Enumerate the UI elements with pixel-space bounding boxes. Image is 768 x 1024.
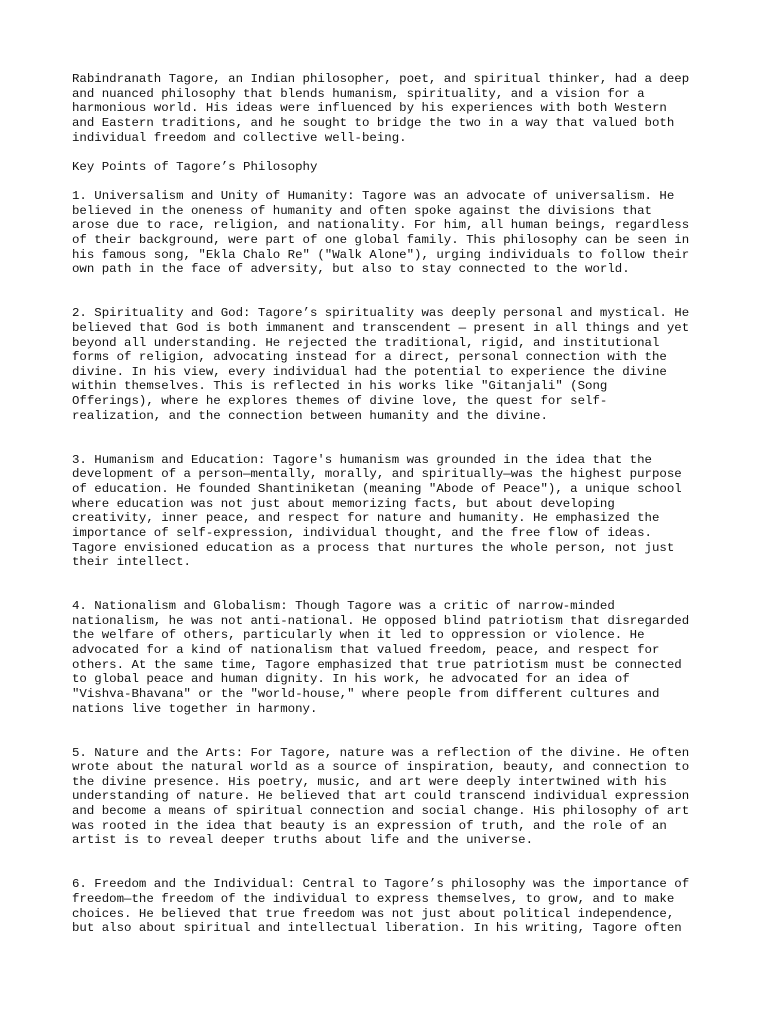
text-line: nationalism, he was not anti-national. He opposed blind patriotism that disregarded xyxy=(72,613,690,628)
text-line: his famous song, "Ekla Chalo Re" ("Walk Alone"), urging individuals to follow their xyxy=(72,247,690,262)
text-line: advocated for a kind of nationalism that valued freedom, peace, and respect for xyxy=(72,643,660,658)
point-4-paragraph xyxy=(72,599,712,716)
point-6-paragraph xyxy=(72,877,712,936)
section-heading: Key Points of Tagore’s Philosophy xyxy=(72,159,318,174)
text-line: development of a person—mentally, morally, and spiritually—was the highest purpose xyxy=(72,467,682,482)
text-line: beyond all understanding. He rejected the traditional, rigid, and institutional xyxy=(72,335,660,350)
text-line: Rabindranath Tagore, an Indian philosopher, poet, and spiritual thinker, had a deep xyxy=(72,72,690,86)
text-line: Offerings), where he explores themes of divine love, the quest for self- xyxy=(72,394,608,409)
text-line: 2. Spirituality and God: Tagore’s spirituality was deeply personal and mystical. He xyxy=(72,306,690,321)
text-line: of their background, were part of one global family. This philosophy can be seen in xyxy=(72,233,690,248)
text-line: Tagore envisioned education as a process that nurtures the whole person, not just xyxy=(72,540,675,555)
text-line: believed in the oneness of humanity and often spoke against the divisions that xyxy=(72,203,652,218)
text-line: the divine presence. His poetry, music, and art were deeply intertwined with his xyxy=(72,774,667,789)
text-line: where education was not just about memorizing facts, but about developing xyxy=(72,496,615,511)
point-5-paragraph xyxy=(72,746,712,848)
intro-paragraph xyxy=(72,72,712,145)
point-1-paragraph xyxy=(72,189,712,277)
text-line: divine. In his view, every individual had the potential to experience the divine xyxy=(72,364,667,379)
text-line: "Vishva-Bhavana" or the "world-house," where people from different cultures and xyxy=(72,686,660,701)
point-2-paragraph xyxy=(72,306,712,423)
text-line: but also about spiritual and intellectual liberation. In his writing, Tagore often xyxy=(72,921,682,936)
text-line: nations live together in harmony. xyxy=(72,701,318,716)
text-line: 1. Universalism and Unity of Humanity: Tagore was an advocate of universalism. He xyxy=(72,189,675,204)
text-line: realization, and the connection between humanity and the divine. xyxy=(72,408,548,423)
text-line: 3. Humanism and Education: Tagore's humanism was grounded in the idea that the xyxy=(72,452,652,467)
document-page xyxy=(72,72,712,936)
text-line: within themselves. This is reflected in his works like "Gitanjali" (Song xyxy=(72,379,608,394)
text-line: individual freedom and collective well-being. xyxy=(72,130,407,145)
text-line: importance of self-expression, individual thought, and the free flow of ideas. xyxy=(72,525,652,540)
text-line: understanding of nature. He believed that art could transcend individual expression xyxy=(72,789,690,804)
text-line: wrote about the natural world as a source of inspiration, beauty, and connection to xyxy=(72,760,690,775)
text-line: own path in the face of adversity, but also to stay connected to the world. xyxy=(72,262,630,277)
text-line: artist is to reveal deeper truths about life and the universe. xyxy=(72,833,534,848)
text-line: arose due to race, religion, and nationality. For him, all human beings, regardless xyxy=(72,218,690,233)
text-line: to global peace and human dignity. In his work, he advocated for an idea of xyxy=(72,672,630,687)
text-line: 6. Freedom and the Individual: Central to Tagore’s philosophy was the importance of xyxy=(72,877,690,892)
text-line: creativity, inner peace, and respect for nature and humanity. He emphasized the xyxy=(72,511,660,526)
text-line: forms of religion, advocating instead for a direct, personal connection with the xyxy=(72,350,667,365)
text-line: the welfare of others, particularly when it led to oppression or violence. He xyxy=(72,628,645,643)
text-line: 4. Nationalism and Globalism: Though Tagore was a critic of narrow-minded xyxy=(72,599,615,614)
text-line: 5. Nature and the Arts: For Tagore, nature was a reflection of the divine. He often xyxy=(72,745,690,760)
text-line: others. At the same time, Tagore emphasized that true patriotism must be connected xyxy=(72,657,682,672)
point-3-paragraph xyxy=(72,453,712,570)
text-line: and Eastern traditions, and he sought to bridge the two in a way that valued both xyxy=(72,115,675,130)
text-line: was rooted in the idea that beauty is an expression of truth, and the role of an xyxy=(72,818,667,833)
text-line: harmonious world. His ideas were influenced by his experiences with both Western xyxy=(72,101,667,116)
text-line: and nuanced philosophy that blends humanism, spirituality, and a vision for a xyxy=(72,86,645,101)
text-line: their intellect. xyxy=(72,555,191,570)
text-line: choices. He believed that true freedom was not just about political independence, xyxy=(72,906,675,921)
text-line: of education. He founded Shantiniketan (meaning "Abode of Peace"), a unique school xyxy=(72,481,682,496)
text-line: freedom—the freedom of the individual to express themselves, to grow, and to make xyxy=(72,891,675,906)
text-line: and become a means of spiritual connection and social change. His philosophy of art xyxy=(72,804,690,819)
text-line: believed that God is both immanent and transcendent — present in all things and yet xyxy=(72,320,690,335)
